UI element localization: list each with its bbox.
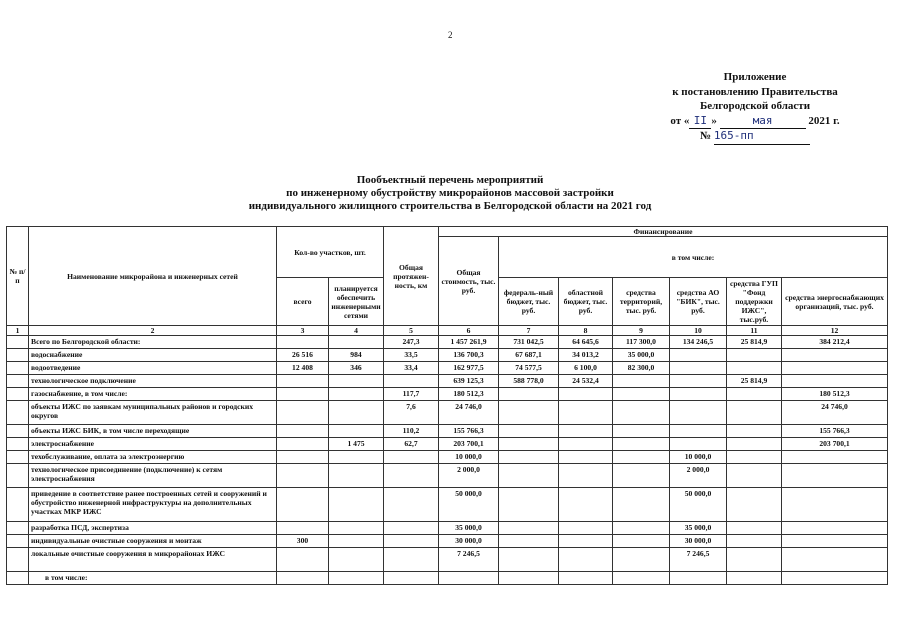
row-cost-cell: 30 000,0 [439, 535, 499, 548]
row-regional-cell [559, 535, 613, 548]
row-territories-cell [613, 535, 670, 548]
row-planned-cell [329, 522, 384, 535]
row-energy-cell [782, 451, 888, 464]
row-energy-cell: 24 746,0 [782, 401, 888, 425]
header-regional: областной бюджет, тыс. руб. [559, 278, 613, 326]
row-territories-cell [613, 388, 670, 401]
column-index: 7 [499, 326, 559, 336]
row-bik-cell: 7 246,5 [670, 548, 727, 572]
row-length-cell: 33,5 [384, 349, 439, 362]
column-index: 2 [29, 326, 277, 336]
row-cost-cell: 136 700,3 [439, 349, 499, 362]
row-num-cell [7, 522, 29, 535]
row-total-cell: 12 408 [277, 362, 329, 375]
row-total-cell [277, 451, 329, 464]
row-federal-cell [499, 548, 559, 572]
row-federal-cell [499, 425, 559, 438]
row-planned-cell [329, 401, 384, 425]
row-total-cell [277, 336, 329, 349]
row-num-cell [7, 375, 29, 388]
header-financing: Финансирование [439, 227, 888, 237]
row-bik-cell [670, 349, 727, 362]
row-planned-cell [329, 535, 384, 548]
row-energy-cell: 203 700,1 [782, 438, 888, 451]
row-bik-cell [670, 425, 727, 438]
row-name-cell: техобслуживание, оплата за электроэнергию [29, 451, 277, 464]
row-bik-cell [670, 438, 727, 451]
row-num-cell [7, 349, 29, 362]
row-cost-cell: 180 512,3 [439, 388, 499, 401]
row-cost-cell: 10 000,0 [439, 451, 499, 464]
row-fund-cell [727, 451, 782, 464]
header-energy: средства энергоснабжающих организаций, тыс. руб. [782, 278, 888, 326]
row-fund-cell [727, 362, 782, 375]
row-regional-cell: 64 645,6 [559, 336, 613, 349]
row-fund-cell [727, 438, 782, 451]
row-energy-cell [782, 362, 888, 375]
header-name: Наименование микрорайона и инженерных сетей [29, 227, 277, 326]
row-federal-cell [499, 388, 559, 401]
row-bik-cell: 134 246,5 [670, 336, 727, 349]
column-index: 11 [727, 326, 782, 336]
date-month: мая [720, 114, 806, 130]
header-length: Общая протяжен-ность, км [384, 227, 439, 326]
row-bik-cell [670, 572, 727, 585]
row-name-cell: газоснабжение, в том числе: [29, 388, 277, 401]
header-including: в том числе: [499, 237, 888, 278]
row-energy-cell [782, 349, 888, 362]
row-regional-cell [559, 451, 613, 464]
column-index: 10 [670, 326, 727, 336]
table-row [7, 535, 888, 548]
appendix-line-3: Белгородской области [699, 100, 811, 112]
row-name-cell: электроснабжение [29, 438, 277, 451]
row-bik-cell: 30 000,0 [670, 535, 727, 548]
appendix-number [640, 129, 870, 145]
row-num-cell [7, 362, 29, 375]
appendix-line-2: к постановлению Правительства [672, 85, 838, 98]
row-regional-cell: 24 532,4 [559, 375, 613, 388]
row-planned-cell [329, 388, 384, 401]
row-length-cell: 7,6 [384, 401, 439, 425]
row-territories-cell [613, 425, 670, 438]
row-fund-cell [727, 388, 782, 401]
row-length-cell [384, 535, 439, 548]
row-regional-cell [559, 488, 613, 522]
table-row [7, 548, 888, 572]
row-energy-cell: 384 212,4 [782, 336, 888, 349]
row-fund-cell: 25 814,9 [727, 375, 782, 388]
row-regional-cell [559, 438, 613, 451]
row-bik-cell: 50 000,0 [670, 488, 727, 522]
row-fund-cell: 25 814,9 [727, 336, 782, 349]
row-cost-cell: 162 977,5 [439, 362, 499, 375]
row-name-cell: индивидуальные очистные сооружения и монтаж [29, 535, 277, 548]
column-index: 5 [384, 326, 439, 336]
row-total-cell [277, 548, 329, 572]
row-territories-cell [613, 572, 670, 585]
row-length-cell [384, 451, 439, 464]
row-cost-cell: 1 457 261,9 [439, 336, 499, 349]
date-year: 2021 г. [808, 114, 840, 127]
column-index: 1 [7, 326, 29, 336]
row-length-cell [384, 572, 439, 585]
row-federal-cell [499, 488, 559, 522]
row-planned-cell: 984 [329, 349, 384, 362]
date-mid: » [711, 114, 717, 127]
row-federal-cell: 731 042,5 [499, 336, 559, 349]
column-index: 3 [277, 326, 329, 336]
row-num-cell [7, 451, 29, 464]
row-total-cell [277, 488, 329, 522]
row-regional-cell [559, 572, 613, 585]
row-fund-cell [727, 572, 782, 585]
table-row [7, 572, 888, 585]
row-total-cell [277, 425, 329, 438]
row-fund-cell [727, 535, 782, 548]
row-num-cell [7, 548, 29, 572]
row-planned-cell [329, 451, 384, 464]
row-territories-cell [613, 375, 670, 388]
row-fund-cell [727, 349, 782, 362]
row-territories-cell [613, 464, 670, 488]
row-territories-cell: 35 000,0 [613, 349, 670, 362]
row-federal-cell [499, 464, 559, 488]
row-fund-cell [727, 548, 782, 572]
row-num-cell [7, 425, 29, 438]
row-total-cell: 26 516 [277, 349, 329, 362]
table-row [7, 401, 888, 425]
row-cost-cell: 35 000,0 [439, 522, 499, 535]
row-planned-cell [329, 336, 384, 349]
header-cost: Общая стоимость, тыс. руб. [439, 237, 499, 326]
row-length-cell [384, 522, 439, 535]
row-energy-cell [782, 464, 888, 488]
row-federal-cell [499, 522, 559, 535]
row-bik-cell: 35 000,0 [670, 522, 727, 535]
row-energy-cell [782, 548, 888, 572]
row-total-cell [277, 522, 329, 535]
row-cost-cell: 203 700,1 [439, 438, 499, 451]
row-name-cell: приведение в соответствие ранее построенных сетей и сооружений и обустройство инженерной инфраструктуры на дополнительных участках МКР ИЖС [29, 488, 277, 522]
table-row [7, 522, 888, 535]
row-bik-cell [670, 375, 727, 388]
header-territories: средства территорий, тыс. руб. [613, 278, 670, 326]
row-length-cell [384, 488, 439, 522]
row-total-cell: 300 [277, 535, 329, 548]
row-name-cell: в том числе: [29, 572, 277, 585]
row-length-cell: 33,4 [384, 362, 439, 375]
row-planned-cell [329, 464, 384, 488]
row-name-cell: объекты ИЖС БИК, в том числе переходящие [29, 425, 277, 438]
column-index: 12 [782, 326, 888, 336]
row-total-cell [277, 375, 329, 388]
row-territories-cell [613, 401, 670, 425]
row-regional-cell: 34 013,2 [559, 349, 613, 362]
row-energy-cell [782, 522, 888, 535]
row-planned-cell [329, 548, 384, 572]
row-cost-cell: 24 746,0 [439, 401, 499, 425]
row-length-cell: 110,2 [384, 425, 439, 438]
row-num-cell [7, 438, 29, 451]
row-energy-cell: 155 766,3 [782, 425, 888, 438]
row-territories-cell: 82 300,0 [613, 362, 670, 375]
row-name-cell: водоснабжение [29, 349, 277, 362]
column-index-row [7, 326, 888, 336]
row-energy-cell [782, 535, 888, 548]
row-name-cell: объекты ИЖС по заявкам муниципальных районов и городских округов [29, 401, 277, 425]
row-bik-cell: 10 000,0 [670, 451, 727, 464]
header-bik: средства АО "БИК", тыс. руб. [670, 278, 727, 326]
appendix-block [640, 70, 870, 145]
row-energy-cell [782, 488, 888, 522]
table-row [7, 425, 888, 438]
row-cost-cell: 155 766,3 [439, 425, 499, 438]
row-length-cell: 247,3 [384, 336, 439, 349]
row-federal-cell: 588 778,0 [499, 375, 559, 388]
row-name-cell: Всего по Белгородской области: [29, 336, 277, 349]
row-planned-cell: 1 475 [329, 438, 384, 451]
row-num-cell [7, 488, 29, 522]
table-row [7, 375, 888, 388]
row-num-cell [7, 535, 29, 548]
row-num-cell [7, 388, 29, 401]
title-line-1: Пообъектный перечень мероприятий [356, 174, 544, 186]
header-plots-total: всего [277, 278, 329, 326]
table-row [7, 388, 888, 401]
row-total-cell [277, 464, 329, 488]
row-territories-cell [613, 488, 670, 522]
date-day: II [689, 114, 711, 130]
row-territories-cell [613, 438, 670, 451]
row-total-cell [277, 438, 329, 451]
table-row [7, 451, 888, 464]
row-cost-cell: 639 125,3 [439, 375, 499, 388]
header-federal: федераль-ный бюджет, тыс. руб. [499, 278, 559, 326]
row-cost-cell: 50 000,0 [439, 488, 499, 522]
row-length-cell: 62,7 [384, 438, 439, 451]
row-length-cell [384, 375, 439, 388]
header-num: № п/п [7, 227, 29, 326]
number-value: 165-пп [714, 129, 810, 145]
document-title [200, 174, 700, 213]
table-row [7, 349, 888, 362]
row-num-cell [7, 572, 29, 585]
row-federal-cell [499, 572, 559, 585]
row-name-cell: локальные очистные сооружения в микрорайонах ИЖС [29, 548, 277, 572]
table-row [7, 438, 888, 451]
row-energy-cell [782, 375, 888, 388]
row-planned-cell [329, 425, 384, 438]
column-index: 9 [613, 326, 670, 336]
table-row [7, 464, 888, 488]
measures-table [6, 226, 888, 585]
row-regional-cell [559, 464, 613, 488]
row-cost-cell: 2 000,0 [439, 464, 499, 488]
row-territories-cell [613, 548, 670, 572]
table-row [7, 336, 888, 349]
row-federal-cell [499, 451, 559, 464]
number-prefix: № [700, 130, 712, 142]
header-fund: средства ГУП "Фонд поддержки ИЖС", тыс.руб. [727, 278, 782, 326]
column-index: 6 [439, 326, 499, 336]
row-bik-cell: 2 000,0 [670, 464, 727, 488]
column-index: 8 [559, 326, 613, 336]
row-length-cell: 117,7 [384, 388, 439, 401]
row-regional-cell [559, 522, 613, 535]
table-row [7, 488, 888, 522]
row-federal-cell: 67 687,1 [499, 349, 559, 362]
row-energy-cell: 180 512,3 [782, 388, 888, 401]
row-fund-cell [727, 401, 782, 425]
row-total-cell [277, 401, 329, 425]
row-fund-cell [727, 522, 782, 535]
row-planned-cell [329, 375, 384, 388]
row-federal-cell: 74 577,5 [499, 362, 559, 375]
row-length-cell [384, 548, 439, 572]
row-bik-cell [670, 401, 727, 425]
row-num-cell [7, 336, 29, 349]
title-line-2: по инженерному обустройству микрорайонов массовой застройки [286, 187, 614, 199]
row-territories-cell [613, 522, 670, 535]
column-index: 4 [329, 326, 384, 336]
row-fund-cell [727, 464, 782, 488]
row-planned-cell [329, 572, 384, 585]
header-plots-planned: планируется обеспечить инженерными сетями [329, 278, 384, 326]
page-number: 2 [448, 30, 453, 40]
row-territories-cell [613, 451, 670, 464]
row-federal-cell [499, 401, 559, 425]
row-regional-cell [559, 388, 613, 401]
row-regional-cell [559, 425, 613, 438]
row-regional-cell: 6 100,0 [559, 362, 613, 375]
row-territories-cell: 117 300,0 [613, 336, 670, 349]
row-total-cell [277, 388, 329, 401]
row-bik-cell [670, 388, 727, 401]
row-name-cell: технологическое присоединение (подключение) к сетям электроснабжения [29, 464, 277, 488]
row-planned-cell: 346 [329, 362, 384, 375]
date-prefix: от « [670, 114, 690, 127]
row-name-cell: разработка ПСД, экспертиза [29, 522, 277, 535]
row-cost-cell: 7 246,5 [439, 548, 499, 572]
row-federal-cell [499, 535, 559, 548]
title-line-3: индивидуального жилищного строительства в Белгородской области на 2021 год [248, 200, 652, 212]
header-plots: Кол-во участков, шт. [277, 227, 384, 278]
appendix-line-1: Приложение [723, 71, 787, 83]
row-length-cell [384, 464, 439, 488]
appendix-date [640, 114, 870, 130]
measures-table-wrap [6, 226, 887, 585]
row-energy-cell [782, 572, 888, 585]
table-row [7, 362, 888, 375]
row-federal-cell [499, 438, 559, 451]
row-num-cell [7, 464, 29, 488]
row-num-cell [7, 401, 29, 425]
row-name-cell: водоотведение [29, 362, 277, 375]
row-fund-cell [727, 425, 782, 438]
row-total-cell [277, 572, 329, 585]
row-bik-cell [670, 362, 727, 375]
row-planned-cell [329, 488, 384, 522]
row-regional-cell [559, 401, 613, 425]
row-name-cell: технологическое подключение [29, 375, 277, 388]
row-cost-cell [439, 572, 499, 585]
row-fund-cell [727, 488, 782, 522]
row-regional-cell [559, 548, 613, 572]
